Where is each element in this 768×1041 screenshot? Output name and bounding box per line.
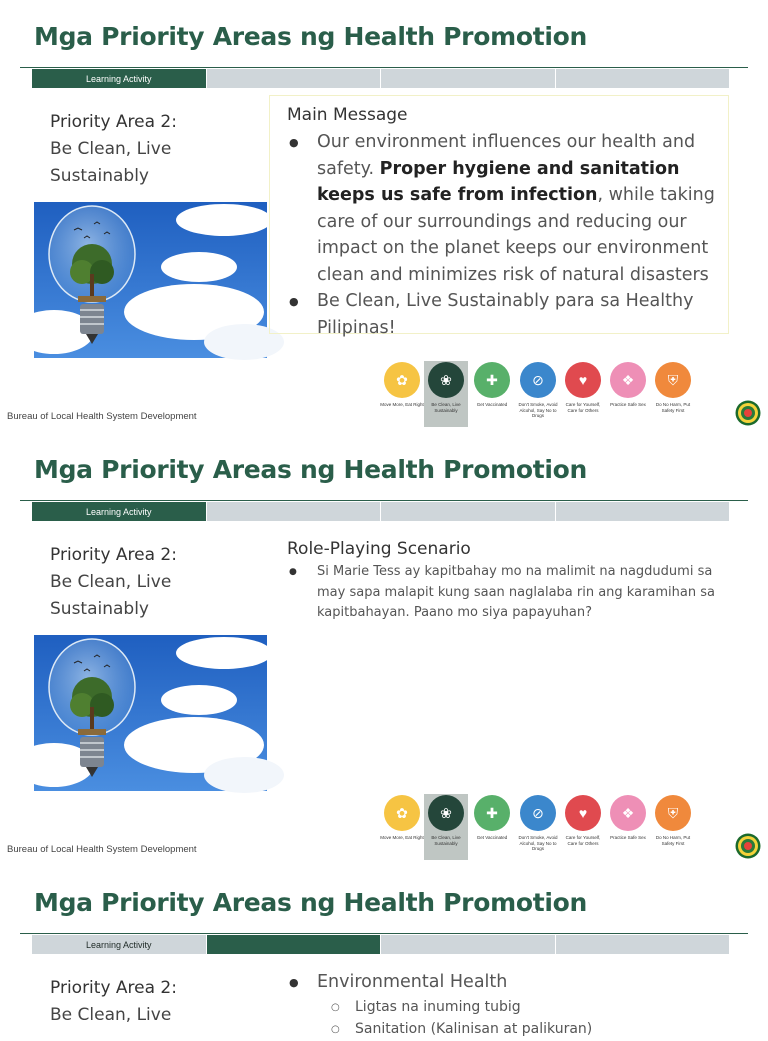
priority-area-heading: Priority Area 2: bbox=[50, 978, 177, 998]
progress-tabs bbox=[32, 935, 730, 954]
bullet-item: ● Environmental Health ○ Ligtas na inuming tubig ○ Sanitation (Kalinisan at palikuran) bbox=[287, 969, 722, 1040]
tab-2[interactable] bbox=[207, 935, 382, 954]
lightbulb-tree-photo bbox=[34, 202, 267, 358]
progress-tabs bbox=[32, 502, 730, 521]
priority-area-name: Be Clean, Live bbox=[50, 1005, 172, 1025]
footer-org: Bureau of Local Health System Development bbox=[7, 411, 197, 422]
slide-3 bbox=[0, 866, 768, 1037]
tab-2[interactable] bbox=[207, 69, 382, 88]
priority-icon-5[interactable]: ♥ Care for Yourself, Care for Others bbox=[561, 795, 605, 846]
tab-4[interactable] bbox=[556, 935, 731, 954]
lightbulb-tree-photo bbox=[34, 635, 267, 791]
doh-seal-icon bbox=[735, 833, 761, 859]
move-more-icon: ✿ bbox=[384, 795, 420, 831]
tab-2[interactable] bbox=[207, 502, 382, 521]
message-bullets bbox=[287, 129, 722, 341]
priority-icon-4[interactable]: ⊘ Don't Smoke, Avoid Alcohol, Say No to Drugs bbox=[516, 362, 560, 419]
priority-icon-1[interactable]: ✿ Move More, Eat Right bbox=[380, 795, 424, 841]
tab-3[interactable] bbox=[381, 935, 556, 954]
slide-title: Mga Priority Areas ng Health Promotion bbox=[34, 888, 587, 917]
priority-icon-2[interactable]: ❀ Be Clean, Live Sustainably bbox=[424, 361, 468, 427]
sub-bullet-item: ○ Sanitation (Kalinisan at palikuran) bbox=[317, 1018, 760, 1040]
bullet-item: ● Si Marie Tess ay kapitbahay mo na malimit na nagdudumi sa may sapa malapit kung saan naglalaba rin ang karamihan sa kapitbahayan. Paano mo siya papayuhan? bbox=[287, 562, 722, 624]
slide-title: Mga Priority Areas ng Health Promotion bbox=[34, 22, 587, 51]
sub-bullets bbox=[317, 996, 722, 1040]
priority-area-heading: Priority Area 2: bbox=[50, 112, 177, 132]
tab-3[interactable] bbox=[381, 502, 556, 521]
priority-area-heading: Priority Area 2: bbox=[50, 545, 177, 565]
slide-1 bbox=[0, 0, 768, 433]
priority-icon-7[interactable]: ⛨ Do No Harm, Put Safety First bbox=[651, 795, 695, 846]
tab-4[interactable] bbox=[556, 69, 731, 88]
bullet-item: ● Our environment influences our health and safety. Proper hygiene and sanitation keeps us safe from infection, while taking care of our surroundings and reducing our impact on the planet keeps our environment clean and minimizes risk of natural disasters bbox=[287, 129, 722, 288]
priority-area-name: Be Clean, Live Sustainably bbox=[50, 139, 172, 186]
no-smoking-icon: ⊘ bbox=[520, 362, 556, 398]
title-rule bbox=[20, 933, 748, 934]
slide-2 bbox=[0, 433, 768, 866]
priority-icon-6[interactable]: ❖ Practice Safe Sex bbox=[606, 362, 650, 408]
sub-bullet-item: ○ Ligtas na inuming tubig bbox=[317, 996, 760, 1018]
priority-icon-5[interactable]: ♥ Care for Yourself, Care for Others bbox=[561, 362, 605, 413]
heart-icon: ♥ bbox=[565, 362, 601, 398]
scenario-bullets bbox=[287, 562, 722, 624]
section-heading: Role-Playing Scenario bbox=[287, 539, 471, 559]
slide-title: Mga Priority Areas ng Health Promotion bbox=[34, 455, 587, 484]
priority-icon-6[interactable]: ❖ Practice Safe Sex bbox=[606, 795, 650, 841]
move-more-icon: ✿ bbox=[384, 362, 420, 398]
priority-icon-3[interactable]: ✚ Get Vaccinated bbox=[470, 795, 514, 841]
tab-learning-activity[interactable]: Learning Activity bbox=[32, 69, 207, 88]
tab-3[interactable] bbox=[381, 69, 556, 88]
tab-learning-activity[interactable]: Learning Activity bbox=[32, 935, 207, 954]
safe-sex-icon: ❖ bbox=[610, 795, 646, 831]
priority-icon-4[interactable]: ⊘ Don't Smoke, Avoid Alcohol, Say No to Drugs bbox=[516, 795, 560, 852]
priority-icon-row bbox=[380, 795, 696, 861]
progress-tabs bbox=[32, 69, 730, 88]
priority-icon-1[interactable]: ✿ Move More, Eat Right bbox=[380, 362, 424, 408]
topic-bullets bbox=[287, 969, 722, 1040]
safe-sex-icon: ❖ bbox=[610, 362, 646, 398]
leaf-globe-icon: ❀ bbox=[428, 362, 464, 398]
tab-learning-activity[interactable]: Learning Activity bbox=[32, 502, 207, 521]
tab-4[interactable] bbox=[556, 502, 731, 521]
safety-shield-icon: ⛨ bbox=[655, 795, 691, 831]
section-heading: Main Message bbox=[287, 105, 408, 125]
priority-icon-2[interactable]: ❀ Be Clean, Live Sustainably bbox=[424, 794, 468, 860]
footer-org: Bureau of Local Health System Development bbox=[7, 844, 197, 855]
vaccine-icon: ✚ bbox=[474, 362, 510, 398]
priority-icon-3[interactable]: ✚ Get Vaccinated bbox=[470, 362, 514, 408]
leaf-globe-icon: ❀ bbox=[428, 795, 464, 831]
title-rule bbox=[20, 500, 748, 501]
priority-icon-row bbox=[380, 362, 696, 428]
doh-seal-icon bbox=[735, 400, 761, 426]
no-smoking-icon: ⊘ bbox=[520, 795, 556, 831]
safety-shield-icon: ⛨ bbox=[655, 362, 691, 398]
title-rule bbox=[20, 67, 748, 68]
vaccine-icon: ✚ bbox=[474, 795, 510, 831]
bullet-item: ● Be Clean, Live Sustainably para sa Healthy Pilipinas! bbox=[287, 288, 722, 341]
priority-icon-7[interactable]: ⛨ Do No Harm, Put Safety First bbox=[651, 362, 695, 413]
heart-icon: ♥ bbox=[565, 795, 601, 831]
priority-area-name: Be Clean, Live Sustainably bbox=[50, 572, 172, 619]
